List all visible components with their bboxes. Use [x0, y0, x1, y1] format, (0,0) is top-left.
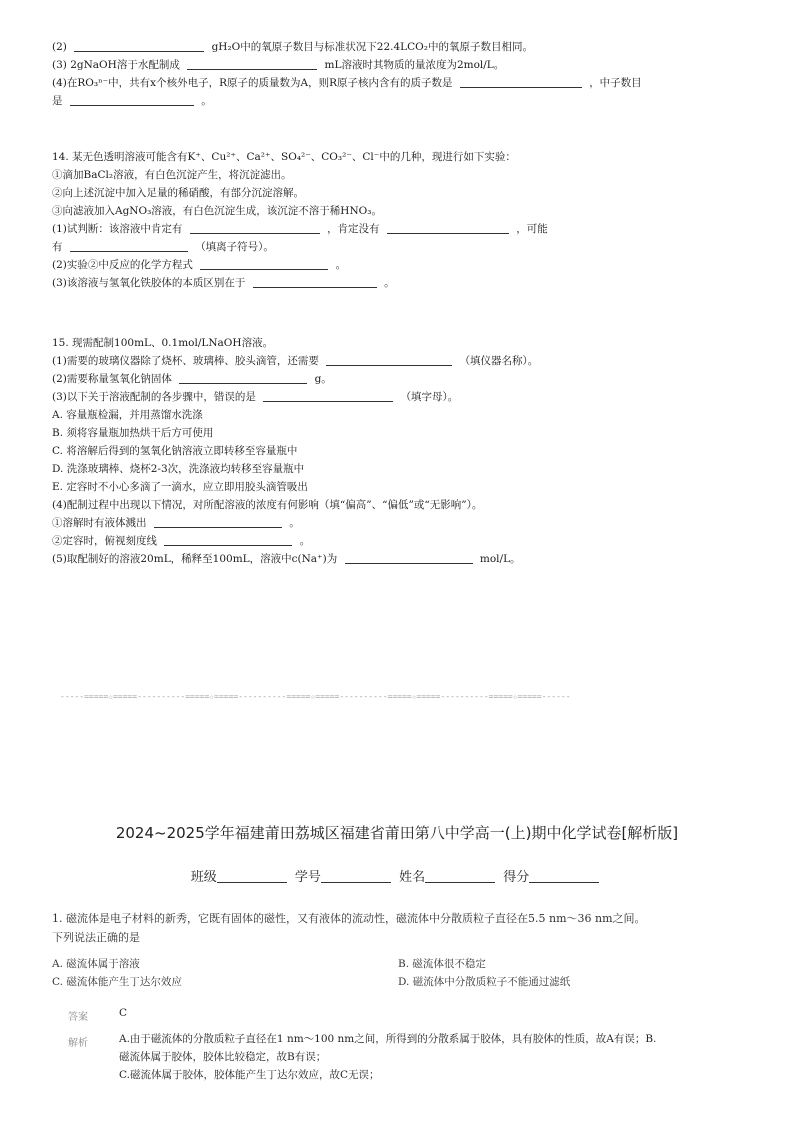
score-blank[interactable] [529, 870, 599, 883]
class-blank[interactable] [217, 870, 287, 883]
q15-part4-1: ①溶解时有液体溅出 。 [52, 517, 300, 529]
answer-blank[interactable] [187, 58, 317, 70]
q15-part4: (4)配制过程中出现以下情况，对所配溶液的浓度有何影响（填“偏高”、“偏低”或“无影响”）。 [52, 499, 483, 511]
answer-blank[interactable] [253, 276, 377, 288]
answer-blank[interactable] [263, 390, 393, 402]
q15-part4-2: ②定容时，俯视刻度线 。 [52, 535, 311, 547]
q13-part3: (3) 2gNaOH溶于水配制成 mL溶液时其物质的量浓度为2mol/L。 [52, 59, 505, 71]
analysis-line1: A.由于磁流体的分散质粒子直径在1 nm～100 nm之间，所得到的分散系属于胶体，具有胶体的性质，故A有误；B. [119, 1033, 657, 1045]
q1-option-b: B. 磁流体很不稳定 [398, 958, 486, 970]
answer-blank[interactable] [164, 534, 292, 546]
q14-step2: ②向上述沉淀中加入足量的稀硝酸，有部分沉淀溶解。 [52, 187, 304, 199]
answer-blank[interactable] [179, 372, 307, 384]
number-field: 学号 [295, 866, 395, 885]
paper-title: 2024~2025学年福建莆田荔城区福建省莆田第八中学高一(上)期中化学试卷[解析版] [115, 824, 679, 842]
name-field: 姓名 [399, 866, 499, 885]
q15-option-a: A. 容量瓶检漏，并用蒸馏水洗涤 [52, 409, 203, 421]
q14-part2: (2)实验②中反应的化学方程式 。 [52, 259, 347, 271]
name-blank[interactable] [425, 870, 495, 883]
q1-stem-line2: 下列说法正确的是 [52, 931, 140, 944]
q15-part3: (3)以下关于溶液配制的各步骤中，错误的是 （填字母）。 [52, 391, 459, 403]
q15-option-e: E. 定容时不小心多滴了一滴水，应立即用胶头滴管吸出 [52, 481, 308, 493]
q15-option-d: D. 洗涤玻璃棒、烧杯2-3次，洗涤液均转移至容量瓶中 [52, 463, 305, 475]
q14-part1: (1)试判断：该溶液中肯定有 ，肯定没有 ，可能 [52, 223, 548, 235]
analysis-line2: 磁流体属于胶体，胶体比较稳定，故B有误； [119, 1051, 327, 1063]
q15-stem: 15. 现需配制100mL、0.1mol/LNaOH溶液。 [52, 337, 274, 349]
analysis-label: 解析 [68, 1038, 88, 1049]
q13-part4: (4)在RO₃ⁿ⁻中，共有x个核外电子，R原子的质量数为A，则R原子核内含有的质子数是 ，中子数目 [52, 77, 642, 89]
score-field: 得分 [503, 866, 603, 885]
q13-part4-cont: 是 。 [52, 95, 212, 107]
q13-part2: (2) gH₂O中的氧原子数目与标准状况下22.4LCO₂中的氧原子数目相同。 [52, 41, 533, 53]
q1-option-d: D. 磁流体中分散质粒子不能通过滤纸 [398, 976, 571, 988]
q15-part1: (1)需要的玻璃仪器除了烧杯、玻璃棒、胶头滴管，还需要 （填仪器名称）。 [52, 355, 539, 367]
q15-part2: (2)需要称量氢氧化钠固体 g。 [52, 373, 332, 385]
answer-blank[interactable] [460, 76, 582, 88]
q14-part1-cont: 有 （填离子符号）。 [52, 241, 274, 253]
q14-step3: ③向滤液加入AgNO₃溶液，有白色沉淀生成，该沉淀不溶于稀HNO₃。 [52, 205, 382, 217]
answer-blank[interactable] [190, 222, 320, 234]
q1-option-c: C. 磁流体能产生丁达尔效应 [52, 976, 182, 988]
q15-part5: (5)取配制好的溶液20mL，稀释至100mL，溶液中c(Na⁺)为 mol/L。 [52, 553, 521, 565]
answer-value: C [119, 1007, 128, 1019]
answer-blank[interactable] [345, 552, 473, 564]
q14-stem: 14. 某无色透明溶液可能含有K⁺、Cu²⁺、Ca²⁺、SO₄²⁻、CO₃²⁻、Cl⁻中的几种，现进行如下实验： [52, 151, 516, 163]
q1-stem-line1: 1. 磁流体是电子材料的新秀，它既有固体的磁性，又有液体的流动性，磁流体中分散质粒子直径在5.5 nm～36 nm之间。 [52, 912, 646, 925]
q1-option-a: A. 磁流体属于溶液 [52, 958, 140, 970]
answer-blank[interactable] [74, 40, 204, 52]
q14-part3: (3)该溶液与氢氧化铁胶体的本质区别在于 。 [52, 277, 395, 289]
q15-option-c: C. 将溶解后得到的氢氧化钠溶液立即转移至容量瓶中 [52, 445, 298, 457]
class-field: 班级 [191, 866, 291, 885]
answer-blank[interactable] [326, 354, 452, 366]
q14-step1: ①滴加BaCl₂溶液，有白色沉淀产生，将沉淀滤出。 [52, 169, 292, 181]
analysis-line3: C.磁流体属于胶体，胶体能产生丁达尔效应，故C无误； [119, 1069, 380, 1081]
q15-option-b: B. 须将容量瓶加热烘干后方可使用 [52, 427, 214, 439]
answer-blank[interactable] [200, 258, 328, 270]
answer-blank[interactable] [70, 94, 194, 106]
answer-blank[interactable] [387, 222, 509, 234]
answer-blank[interactable] [70, 240, 188, 252]
student-info-bar [0, 866, 794, 885]
answer-label: 答案 [68, 1012, 88, 1023]
number-blank[interactable] [321, 870, 391, 883]
section-divider: -----=====☆=====----------=====☆=====----------=====☆=====----------=====☆=====----------=====☆=====------ [60, 692, 571, 701]
answer-blank[interactable] [154, 516, 282, 528]
